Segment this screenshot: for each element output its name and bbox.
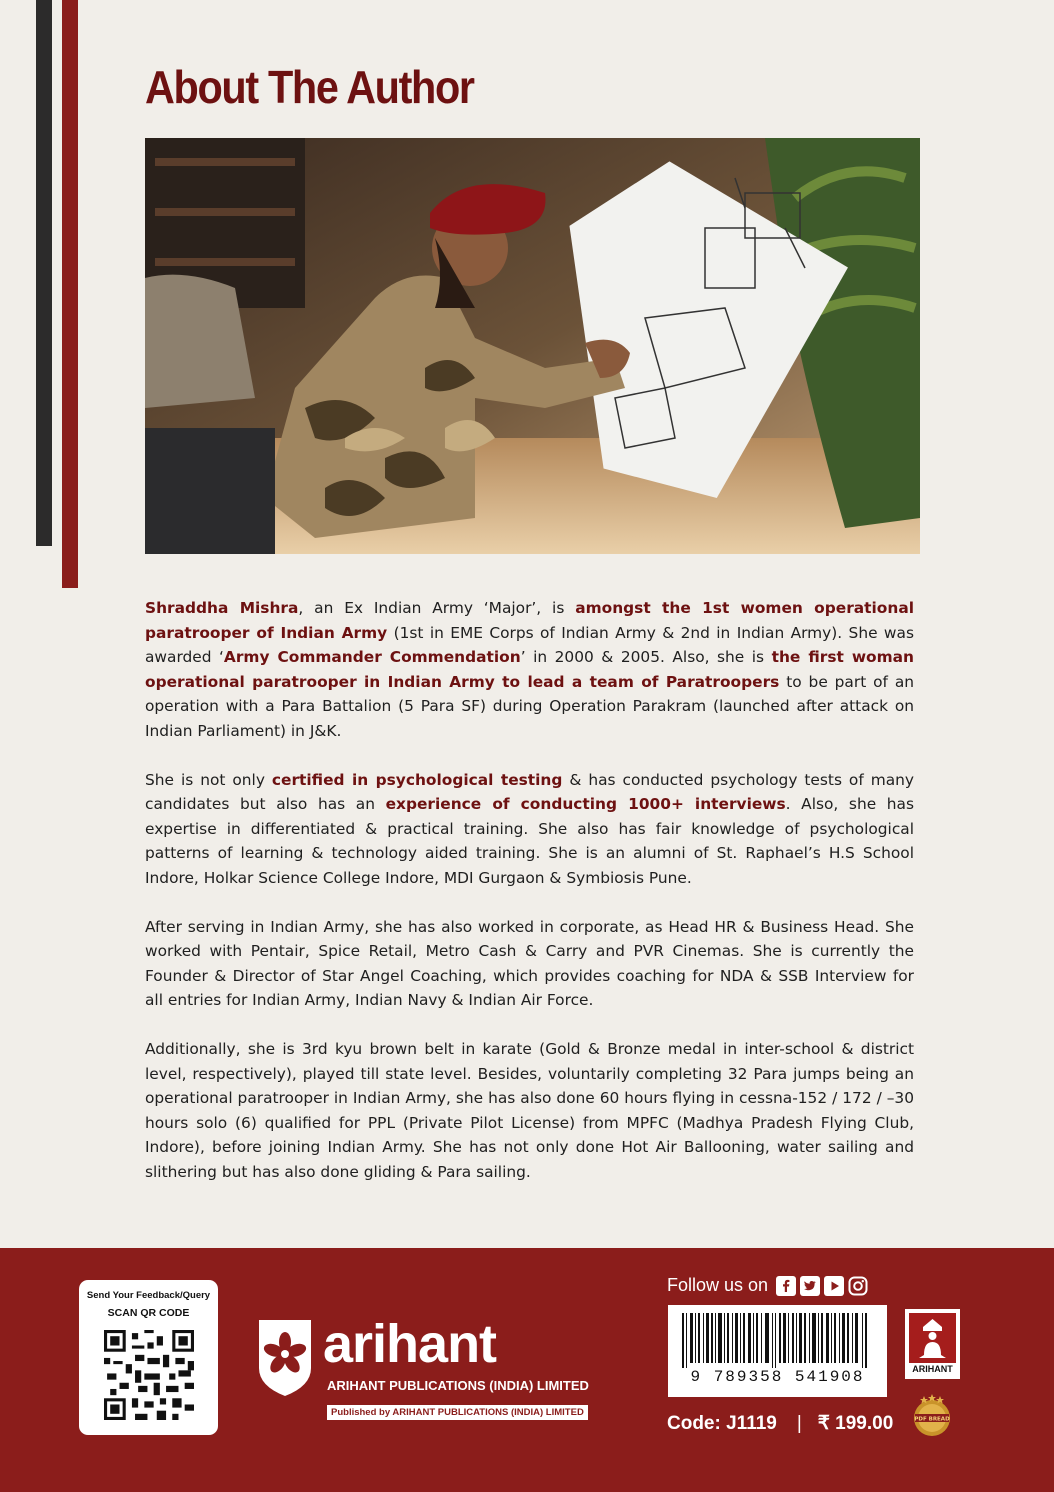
instagram-icon[interactable]: [848, 1276, 868, 1296]
pdf-bread-seal-icon: [906, 1388, 958, 1440]
arihant-badge: [905, 1309, 960, 1379]
badge-label: ARIHANT: [912, 1364, 953, 1374]
bio-text: , an Ex Indian Army ‘Major’, is: [298, 599, 576, 617]
bio-paragraph-3: [145, 915, 914, 1013]
bio-text: & has conducted psychology tests of many candidates but also has an: [145, 770, 915, 813]
code-price: [667, 1412, 893, 1435]
bio-emphasis: Shraddha Mishra: [145, 599, 299, 617]
decorative-dark-stripe: [36, 0, 52, 546]
bio-text: . Also, she has expertise in differentiated & practical training. She also has fair knowledge of psychological patterns of learning & technology aided training. She is an alumni of St. Raphael’s H.S School Indore, Holkar Science College Indore, MDI Gurgaon & Symbiosis Pune.: [145, 795, 914, 887]
svg-text:PDF BREAD: PDF BREAD: [914, 1416, 950, 1423]
bio-text: She is not only: [145, 770, 272, 789]
arihant-logo-icon: [257, 1318, 313, 1398]
brand-name: arihant: [323, 1314, 497, 1374]
follow-label: Follow us on: [667, 1275, 769, 1295]
page-title: About The Author: [145, 61, 474, 113]
bio-emphasis: amongst the 1st women operational paratrooper of Indian Army: [145, 599, 914, 642]
bio-text: After serving in Indian Army, she has also worked in corporate, as Head HR & Business Head. She worked with Pentair, Spice Retail, Metro Cash & Carry and PVR Cinemas. She is currently the Founder & Director of Star Angel Coaching, which provides coaching for NDA & SSB Interview for all entries for Indian Army, Indian Navy & Indian Air Force.: [145, 917, 914, 1009]
bio-text: to be part of an operation with a Para Battalion (5 Para SF) during Operation Parakram (launched after attack on Indian Parliament) in J&K.: [145, 672, 914, 740]
meditation-logo-icon: [909, 1313, 956, 1363]
bio-paragraph-4: [145, 1037, 914, 1184]
bio-text: (1st in EME Corps of Indian Army & 2nd in Indian Army). She was awarded ‘: [145, 623, 914, 666]
bio-paragraph-2: [145, 768, 914, 891]
decorative-red-stripe: [62, 0, 78, 588]
author-photo: [145, 138, 920, 554]
feedback-qr-card[interactable]: [79, 1280, 218, 1435]
brand-company: ARIHANT PUBLICATIONS (INDIA) LIMITED: [327, 1378, 589, 1393]
barcode-icon: [680, 1313, 875, 1368]
youtube-icon[interactable]: [824, 1276, 844, 1296]
isbn-barcode: [668, 1305, 887, 1397]
bio-emphasis: the first woman operational paratrooper in Indian Army to lead a team of Paratroopers: [145, 648, 914, 691]
author-bio: [145, 596, 914, 1209]
follow-us: [667, 1275, 868, 1296]
bio-text: Additionally, she is 3rd kyu brown belt in karate (Gold & Bronze medal in inter-school & district level, respectively), played till state level. Besides, voluntarily completing 32 Para jumps being an operational paratrooper in Indian Army, she has also done 60 hours flying in cessna-152 / 172 / –30 hours solo (6) qualified for PPL (Private Pilot License) from MPFC (Madhya Pradesh Flying Club, Indore), before joining Indian Army. She has not only done Hot Air Ballooning, water sailing and slithering but has also done gliding & Para sailing.: [145, 1040, 914, 1181]
bio-text: ’ in 2000 & 2005. Also, she is: [520, 648, 772, 666]
social-icons: [776, 1276, 868, 1296]
bio-emphasis: experience of conducting 1000+ interviews: [385, 795, 786, 813]
twitter-icon[interactable]: [800, 1276, 820, 1296]
published-by: Published by ARIHANT PUBLICATIONS (INDIA) LIMITED: [327, 1405, 588, 1420]
qr-code-icon[interactable]: [104, 1330, 194, 1420]
bio-emphasis: Army Commander Commendation: [223, 648, 521, 666]
qr-scan-label: SCAN QR CODE: [107, 1307, 190, 1319]
facebook-icon[interactable]: [776, 1276, 796, 1296]
book-price: ₹ 199.00: [817, 1413, 894, 1434]
qr-feedback-label: Send Your Feedback/Query: [86, 1290, 211, 1301]
isbn-number: 9 789358 541908: [690, 1368, 865, 1386]
separator: |: [796, 1413, 802, 1434]
bio-emphasis: certified in psychological testing: [271, 770, 563, 789]
bio-paragraph-1: [145, 596, 914, 743]
book-code: Code: J1119: [667, 1413, 777, 1434]
